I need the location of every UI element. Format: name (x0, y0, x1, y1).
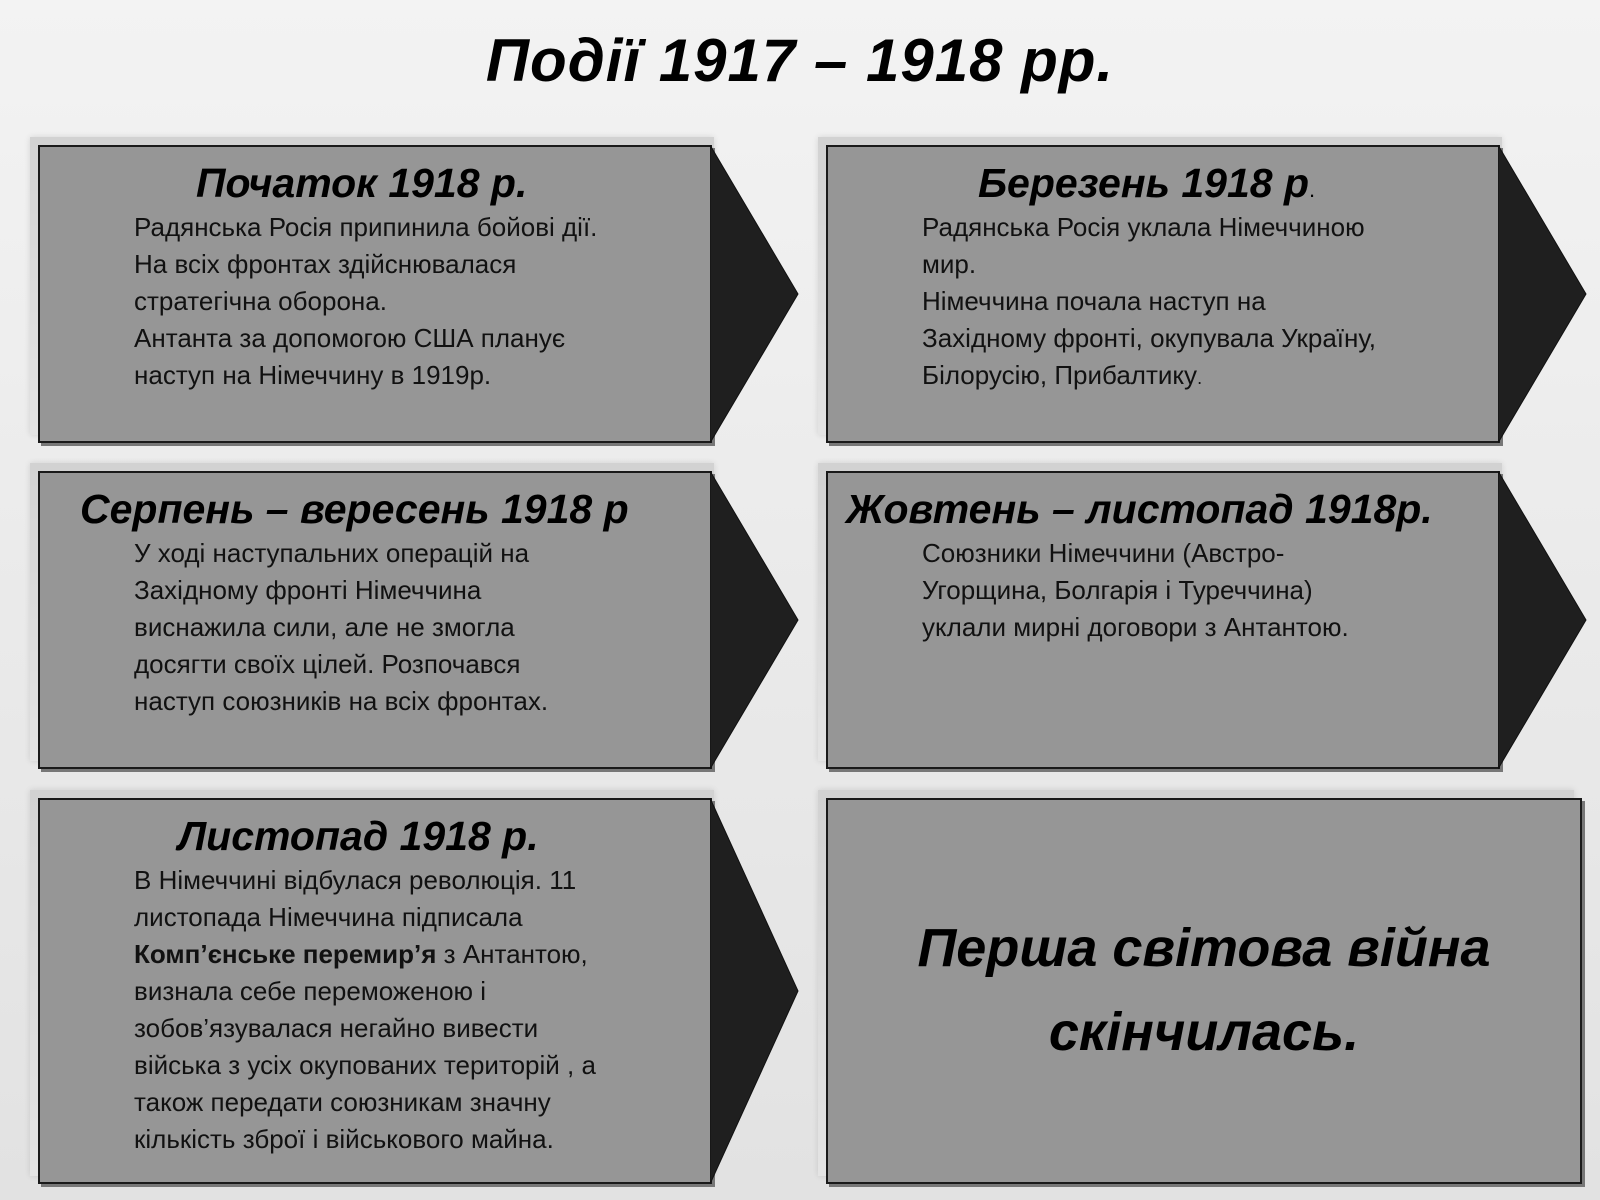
card-text-line: також передати союзникам значну (134, 1087, 551, 1117)
card-text-line: Антанта за допомогою США планує (134, 323, 566, 353)
card-text-line: визнала себе переможеною і (134, 976, 487, 1006)
card-text-line: Західному фронті Німеччина (134, 575, 482, 605)
card-body (922, 535, 1349, 646)
card-text-line: У ході наступальних операцій на (134, 538, 530, 568)
card-text-bold: Комп’єнське перемир’я (134, 939, 437, 969)
event-card-aug-sep-1918 (38, 471, 800, 769)
card-heading-text: Березень 1918 р (978, 160, 1310, 206)
arrow-right-icon (710, 145, 800, 443)
card-text-segment: з Антантою, (443, 939, 588, 969)
card-text-line: Німеччина почала наступ на (922, 286, 1266, 316)
event-card-march-1918 (826, 145, 1588, 443)
card-text-tail: . (1197, 368, 1203, 388)
arrow-right-icon (1498, 471, 1588, 769)
card-text-line: уклали мирні договори з Антантою. (922, 612, 1349, 642)
card-body (134, 535, 548, 720)
card-heading-tail: . (1309, 177, 1316, 202)
card-body (922, 209, 1376, 397)
card-body (134, 209, 597, 394)
conclusion-line: Перша світова війна (917, 918, 1491, 978)
arrow-right-icon (710, 471, 800, 769)
conclusion-card (826, 798, 1582, 1184)
conclusion-text (826, 906, 1582, 1074)
card-text-line: наступ на Німеччину в 1919р. (134, 360, 492, 390)
card-heading: Серпень – вересень 1918 р (80, 486, 629, 532)
card-text-line (922, 357, 1376, 397)
arrow-right-icon (710, 798, 800, 1184)
card-text-line: На всіх фронтах здійснювалася (134, 249, 517, 279)
card-text-line: кількість зброї і військового майна. (134, 1124, 554, 1154)
slide-title: Події 1917 – 1918 рр. (485, 27, 1115, 94)
card-text-line: стратегічна оборона. (134, 286, 387, 316)
arrow-right-icon (1498, 145, 1588, 443)
card-text-line: наступ союзників на всіх фронтах. (134, 686, 549, 716)
event-card-oct-nov-1918 (826, 471, 1588, 769)
card-text-line: Союзники Німеччини (Австро- (922, 538, 1285, 568)
card-text-line: зобов’язувалася негайно вивести (134, 1013, 539, 1043)
card-text-segment: Білорусію, Прибалтику (922, 360, 1198, 390)
card-heading: Жовтень – листопад 1918р. (846, 486, 1433, 532)
card-text-line: В Німеччині відбулася революція. 11 (134, 865, 577, 895)
card-body (134, 862, 596, 1158)
card-heading: Листопад 1918 р. (178, 813, 539, 859)
card-text-line (134, 936, 596, 973)
event-card-nov-1918 (38, 798, 800, 1184)
card-heading: Початок 1918 р. (196, 160, 528, 206)
card-text-line: виснажила сили, але не змогла (134, 612, 515, 642)
card-text-line: Радянська Росія уклала Німеччиною (922, 212, 1365, 242)
card-text-line: Радянська Росія припинила бойові дії. (134, 212, 598, 242)
card-text-line: Західному фронті, окупувала Україну, (922, 323, 1377, 353)
card-heading (978, 159, 1315, 214)
conclusion-line: скінчилась. (1048, 1002, 1360, 1062)
card-text-line: мир. (922, 249, 977, 279)
event-card-early-1918 (38, 145, 800, 443)
card-text-line: досягти своїх цілей. Розпочався (134, 649, 521, 679)
card-text-line: війська з усіх окупованих територій , а (134, 1050, 596, 1080)
card-text-line: листопада Німеччина підписала (134, 902, 523, 932)
card-text-line: Угорщина, Болгарія і Туреччина) (922, 575, 1313, 605)
